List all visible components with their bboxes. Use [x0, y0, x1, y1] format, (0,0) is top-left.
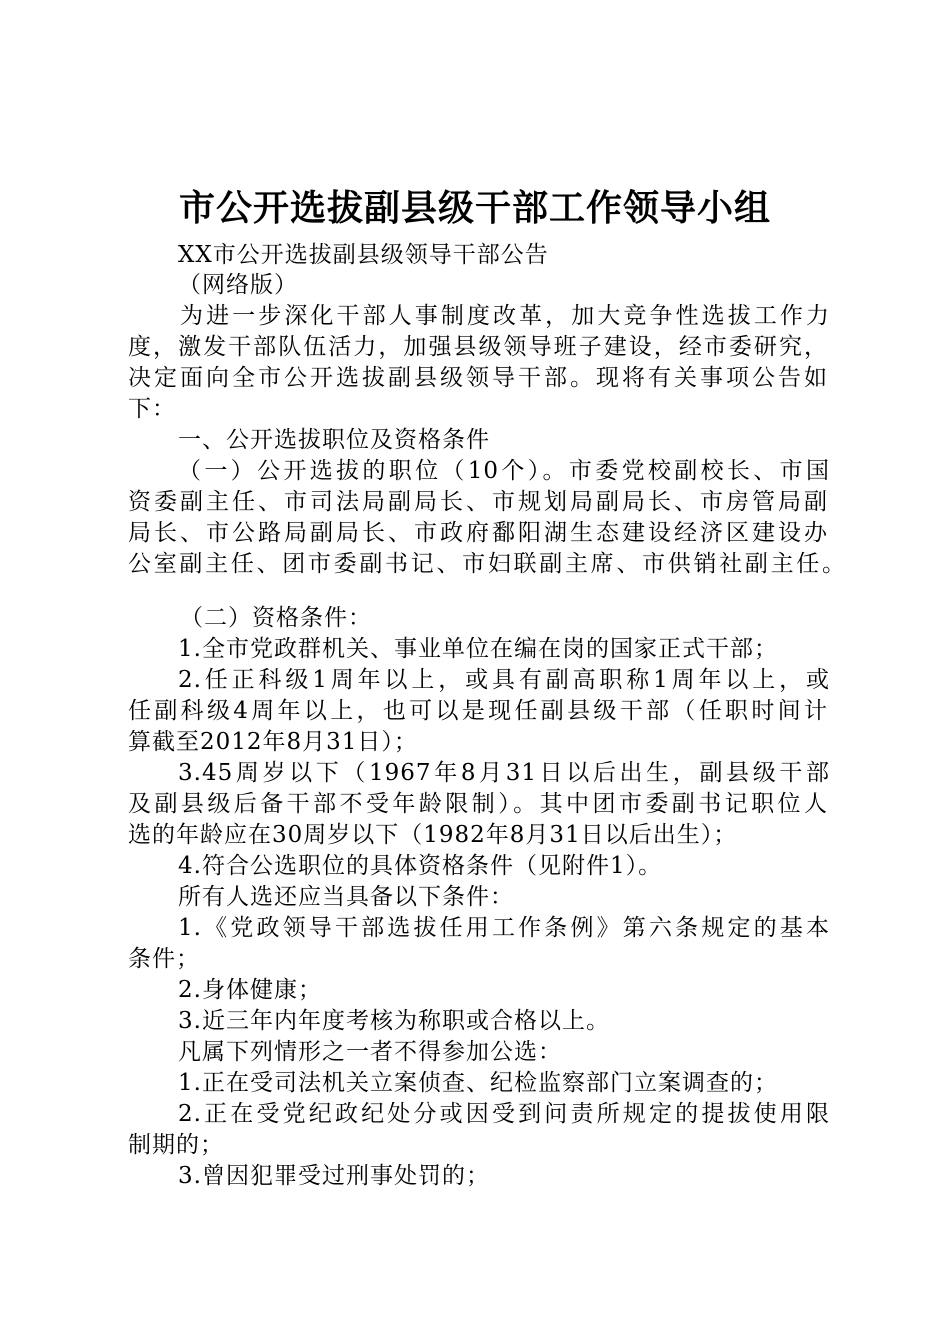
list-item: 制期的；	[128, 1132, 224, 1158]
paragraph-line: 公室副主任、团市委副书记、市妇联副主席、市供销社副主任。	[128, 551, 846, 577]
paragraph-line: 度，激发干部队伍活力，加强县级领导班子建设，经市委研究，	[128, 334, 828, 360]
paragraph-line: 凡属下列情形之一者不得参加公选：	[178, 1039, 562, 1065]
version-note: （网络版）	[178, 272, 298, 298]
list-item: 1.全市党政群机关、事业单位在编在岗的国家正式干部；	[178, 636, 778, 662]
list-item: 3.近三年内年度考核为称职或合格以上。	[178, 1008, 610, 1034]
list-item: 1.正在受司法机关立案侦查、纪检监察部门立案调查的；	[178, 1070, 778, 1096]
subsection-heading: （二）资格条件：	[180, 605, 372, 631]
paragraph-line: 为进一步深化干部人事制度改革，加大竞争性选拔工作力	[180, 303, 830, 329]
list-item: 条件；	[128, 946, 200, 972]
list-item: 4.符合公选职位的具体资格条件（见附件1）。	[178, 853, 663, 879]
paragraph-line: 决定面向全市公开选拔副县级领导干部。现将有关事项公告如	[128, 365, 828, 391]
notice-heading: XX市公开选拔副县级领导干部公告	[178, 242, 549, 268]
list-item: 任副科级4周年以上，也可以是现任副县级干部（任职时间计	[128, 698, 828, 724]
section-heading: 一、公开选拔职位及资格条件	[178, 427, 490, 453]
paragraph-line: 下：	[128, 396, 176, 422]
list-item: 及副县级后备干部不受年龄限制）。其中团市委副书记职位人	[128, 791, 828, 817]
paragraph-line: 局长、市公路局副局长、市政府鄱阳湖生态建设经济区建设办	[128, 520, 828, 546]
document-title: 市公开选拔副县级干部工作领导小组	[178, 187, 771, 229]
list-item: 1.《党政领导干部选拔任用工作条例》第六条规定的基本	[178, 915, 830, 941]
list-item: 2.任正科级1周年以上，或具有副高职称1周年以上，或	[178, 667, 830, 693]
paragraph-line: （一）公开选拔的职位（10个）。市委党校副校长、市国	[178, 458, 830, 484]
paragraph-line: 资委副主任、市司法局副局长、市规划局副局长、市房管局副	[128, 489, 828, 515]
list-item: 3.曾因犯罪受过刑事处罚的；	[178, 1163, 490, 1189]
list-item: 2.身体健康；	[178, 977, 322, 1003]
list-item: 3.45周岁以下（1967年8月31日以后出生，副县级干部	[178, 760, 830, 786]
list-item: 2.正在受党纪政纪处分或因受到问责所规定的提拔使用限	[178, 1101, 830, 1127]
list-item: 选的年龄应在30周岁以下（1982年8月31日以后出生）；	[128, 822, 738, 848]
list-item: 算截至2012年8月31日）；	[128, 729, 418, 755]
paragraph-line: 所有人选还应当具备以下条件：	[178, 884, 514, 910]
